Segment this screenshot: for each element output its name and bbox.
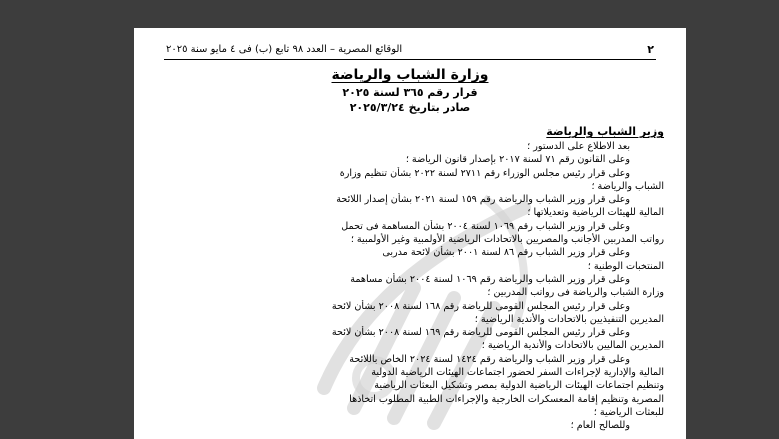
body-line: وعلى قرار وزير الشباب والرياضة رقم ١٥٩ لسنة ٢٠٢١ بشأن إصدار اللائحة: [336, 194, 630, 206]
body-line: وللصالح العام ؛: [570, 420, 630, 432]
body-line: وعلى قرار وزير الشباب رقم ١٠٦٩ لسنة ٢٠٠٤ بشأن المساهمة فى تحمل: [341, 220, 630, 232]
decree-date: صادر بتاريخ ٢٠٢٥/٣/٢٤: [349, 101, 471, 114]
gazette-header: [166, 40, 654, 58]
decree-title-block: [134, 66, 686, 115]
body-line: وعلى قرار وزير الشباب رقم ٨٦ لسنة ٢٠٠١ بشأن لائحة مدربى: [382, 247, 630, 259]
body-line: وعلى قرار رئيس المجلس القومى للرياضة رقم ١٦٩ لسنة ٢٠٠٨ بشأن لائحة: [331, 327, 630, 339]
decree-body: [164, 124, 664, 433]
body-line: المالية للهيئات الرياضية وتعديلاتها ؛: [527, 207, 664, 219]
body-line: المنتخبات الوطنية ؛: [587, 260, 664, 272]
body-line: وعلى قرار رئيس المجلس القومى للرياضة رقم ١٦٨ لسنة ٢٠٠٨ بشأن لائحة: [331, 300, 630, 312]
body-line: بعد الاطلاع على الدستور ؛: [527, 141, 630, 152]
body-line: وزارة الشباب والرياضة فى رواتب المدربين ؛: [487, 287, 664, 299]
document-page: [134, 28, 686, 439]
gazette-title: الوقائع المصرية – العدد ٩٨ تابع (ب) فى ٤ مايو سنة ٢٠٢٥: [166, 43, 403, 55]
minister-heading: وزير الشباب والرياضة: [546, 125, 664, 138]
body-line: المديرين التنفيذيين بالاتحادات والأندية الرياضية ؛: [474, 313, 664, 325]
body-line: وعلى قرار وزير الشباب والرياضة رقم ١٠٦٩ لسنة ٢٠٠٤ بشأن مساهمة: [350, 273, 630, 285]
body-line: وعلى قرار رئيس مجلس الوزراء رقم ٢٧١١ لسنة ٢٠٢٢ بشأن تنظيم وزارة: [339, 167, 630, 179]
body-line: وعلى القانون رقم ٧١ لسنة ٢٠١٧ بإصدار قانون الرياضة ؛: [405, 154, 630, 166]
body-line: المديرين الماليين بالاتحادات والأندية الرياضية ؛: [481, 340, 664, 352]
ministry-title: وزارة الشباب والرياضة: [331, 67, 489, 83]
body-line: للبعثات الرياضية ؛: [593, 406, 664, 418]
body-line: وعلى قرار وزير الشباب والرياضة رقم ١٤٢٤ لسنة ٢٠٢٤ الخاص باللائحة: [349, 353, 630, 365]
body-line: المصرية وتنظيم إقامة المعسكرات الخارجية والإجراءات الطبية المطلوب اتخاذها: [349, 393, 664, 405]
body-line: المالية والإدارية لإجراءات السفر لحضور اجتماعات الهيئات الرياضية الدولية: [371, 367, 664, 379]
decree-number: قرار رقم ٣٦٥ لسنة ٢٠٢٥: [342, 86, 478, 99]
header-rule: [164, 59, 656, 60]
page-number: ٢: [647, 42, 654, 56]
body-line: الشباب والرياضة ؛: [591, 180, 664, 192]
body-line: رواتب المدربين الأجانب والمصريين بالاتحادات الرياضية الأولمبية وغير الأولمبية ؛: [350, 234, 664, 246]
body-line: وتنظيم اجتماعات الهيئات الرياضية الدولية بمصر وتشكيل البعثات الرياضية: [374, 380, 664, 392]
